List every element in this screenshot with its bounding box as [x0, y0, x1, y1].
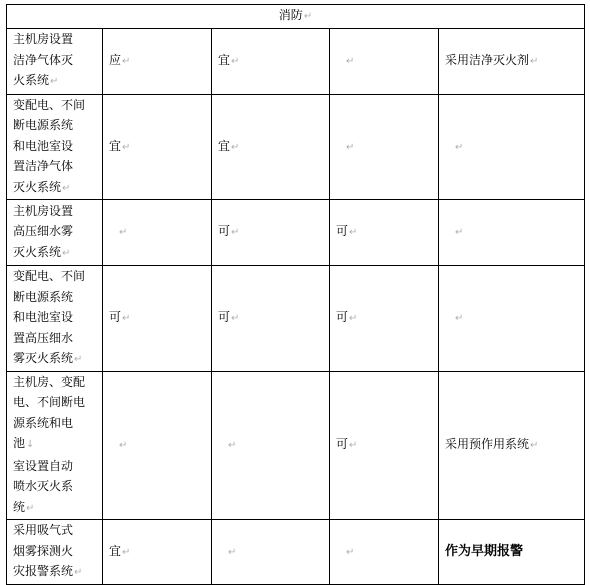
- cell-value: 采用洁净灭火剂: [445, 52, 530, 67]
- table-cell: [103, 200, 212, 266]
- table-cell: [330, 371, 439, 520]
- paragraph-mark-icon: ↵: [303, 11, 313, 22]
- table-cell: [439, 200, 585, 266]
- paragraph-mark-icon: ↵: [231, 313, 240, 324]
- cell-value: 采用预作用系统: [445, 437, 530, 451]
- paragraph-mark-icon: ↵: [231, 227, 240, 239]
- label-line: 变配电、不间: [13, 269, 86, 283]
- table-row: [7, 200, 585, 266]
- label-line: 主机房、变配: [13, 374, 86, 389]
- label-line: 室设置自动: [13, 458, 74, 473]
- paragraph-mark-icon: ↵: [122, 313, 131, 324]
- cell-value: 可: [336, 310, 349, 324]
- header-text: 消防: [278, 8, 303, 22]
- paragraph-mark-icon: ↵: [231, 55, 240, 67]
- row-label-cell: [7, 94, 103, 200]
- table-cell: [330, 200, 439, 266]
- label-line: 和电池室设: [13, 138, 74, 153]
- label-line: 主机房设置: [13, 32, 74, 47]
- header-cell: [7, 5, 585, 29]
- table-cell: [212, 520, 330, 585]
- paragraph-mark-icon: ↵: [530, 55, 539, 67]
- label-line: 灾报警系统: [13, 564, 74, 578]
- label-line: 统: [13, 499, 26, 514]
- table-cell: [330, 94, 439, 200]
- paragraph-mark-icon: ↵: [119, 440, 128, 451]
- label-line: 灭火系统: [13, 244, 62, 259]
- cell-value: 宜: [109, 138, 122, 153]
- paragraph-mark-icon: ↵: [530, 440, 539, 451]
- document-page: [6, 4, 585, 585]
- table-cell: [103, 94, 212, 200]
- paragraph-mark-icon: ↵: [231, 141, 240, 153]
- label-line: 雾灭火系统: [13, 351, 74, 365]
- paragraph-mark-icon: ↵: [119, 227, 128, 239]
- paragraph-mark-icon: ↵: [455, 141, 464, 153]
- table-cell: [103, 371, 212, 520]
- label-line: 置高压细水: [13, 330, 74, 345]
- paragraph-mark-icon: ↵: [228, 546, 237, 558]
- table-cell: [212, 94, 330, 200]
- paragraph-mark-icon: ↵: [62, 247, 71, 259]
- table-header-row: [7, 5, 585, 29]
- line-break-icon: ↓: [26, 439, 35, 450]
- paragraph-mark-icon: ↵: [346, 55, 355, 67]
- row-label-cell: [7, 371, 103, 520]
- table-cell: [330, 266, 439, 372]
- row-label-cell: [7, 266, 103, 372]
- table-row: [7, 28, 585, 94]
- cell-value: 可: [218, 224, 231, 239]
- label-line: 高压细水雾: [13, 224, 74, 239]
- cell-value: 可: [109, 310, 122, 324]
- table-cell: [439, 520, 585, 585]
- table-cell: [439, 266, 585, 372]
- label-line: 变配电、不间: [13, 97, 86, 112]
- row-label-cell: [7, 28, 103, 94]
- table-cell: [330, 520, 439, 585]
- paragraph-mark-icon: ↵: [346, 141, 355, 153]
- label-line: 烟雾探测火: [13, 543, 74, 558]
- label-line: 灭火系统: [13, 179, 62, 194]
- label-line: 断电源系统: [13, 289, 74, 304]
- table-cell: [103, 28, 212, 94]
- paragraph-mark-icon: ↵: [122, 55, 131, 67]
- cell-value: 可: [218, 310, 231, 324]
- table-cell: [330, 28, 439, 94]
- label-line: 电、不间断电: [13, 395, 86, 409]
- table-row: [7, 266, 585, 372]
- table-cell: [439, 94, 585, 200]
- fire-protection-table: [6, 4, 585, 585]
- cell-value: 宜: [109, 543, 122, 558]
- paragraph-mark-icon: ↵: [228, 440, 237, 451]
- paragraph-mark-icon: ↵: [455, 227, 464, 239]
- table-cell: [212, 28, 330, 94]
- paragraph-mark-icon: ↵: [346, 546, 355, 558]
- table-row: [7, 520, 585, 585]
- table-cell: [212, 200, 330, 266]
- cell-value: 可: [336, 224, 349, 239]
- table-cell: [103, 266, 212, 372]
- table-cell: [212, 266, 330, 372]
- label-line: 和电池室设: [13, 310, 74, 324]
- label-line: 池: [13, 436, 26, 450]
- row-label-cell: [7, 200, 103, 266]
- paragraph-mark-icon: ↵: [74, 567, 83, 578]
- cell-value: 应: [109, 52, 122, 67]
- label-line: 主机房设置: [13, 203, 74, 218]
- cell-value: 作为早期报警: [445, 544, 524, 559]
- label-line: 采用吸气式: [13, 523, 74, 537]
- paragraph-mark-icon: ↵: [50, 76, 59, 88]
- paragraph-mark-icon: ↵: [122, 141, 131, 153]
- paragraph-mark-icon: ↵: [455, 313, 464, 324]
- paragraph-mark-icon: ↵: [349, 313, 358, 324]
- cell-value: 宜: [218, 52, 231, 67]
- paragraph-mark-icon: ↵: [62, 182, 71, 194]
- paragraph-mark-icon: ↵: [122, 546, 131, 558]
- label-line: 置洁净气体: [13, 159, 74, 173]
- label-line: 源系统和电: [13, 415, 74, 430]
- cell-value: 宜: [218, 138, 231, 153]
- paragraph-mark-icon: ↵: [26, 502, 35, 514]
- table-cell: [439, 28, 585, 94]
- label-line: 洁净气体灭: [13, 52, 74, 67]
- table-cell: [103, 520, 212, 585]
- row-label-cell: [7, 520, 103, 585]
- cell-value: 可: [336, 437, 349, 451]
- label-line: 断电源系统: [13, 118, 74, 132]
- paragraph-mark-icon: ↵: [349, 227, 358, 239]
- label-line: 火系统: [13, 73, 50, 88]
- paragraph-mark-icon: ↵: [74, 354, 83, 365]
- table-row: [7, 94, 585, 200]
- table-row: [7, 371, 585, 520]
- paragraph-mark-icon: ↵: [349, 440, 358, 451]
- table-cell: [439, 371, 585, 520]
- label-line: 喷水灭火系: [13, 479, 74, 493]
- table-cell: [212, 371, 330, 520]
